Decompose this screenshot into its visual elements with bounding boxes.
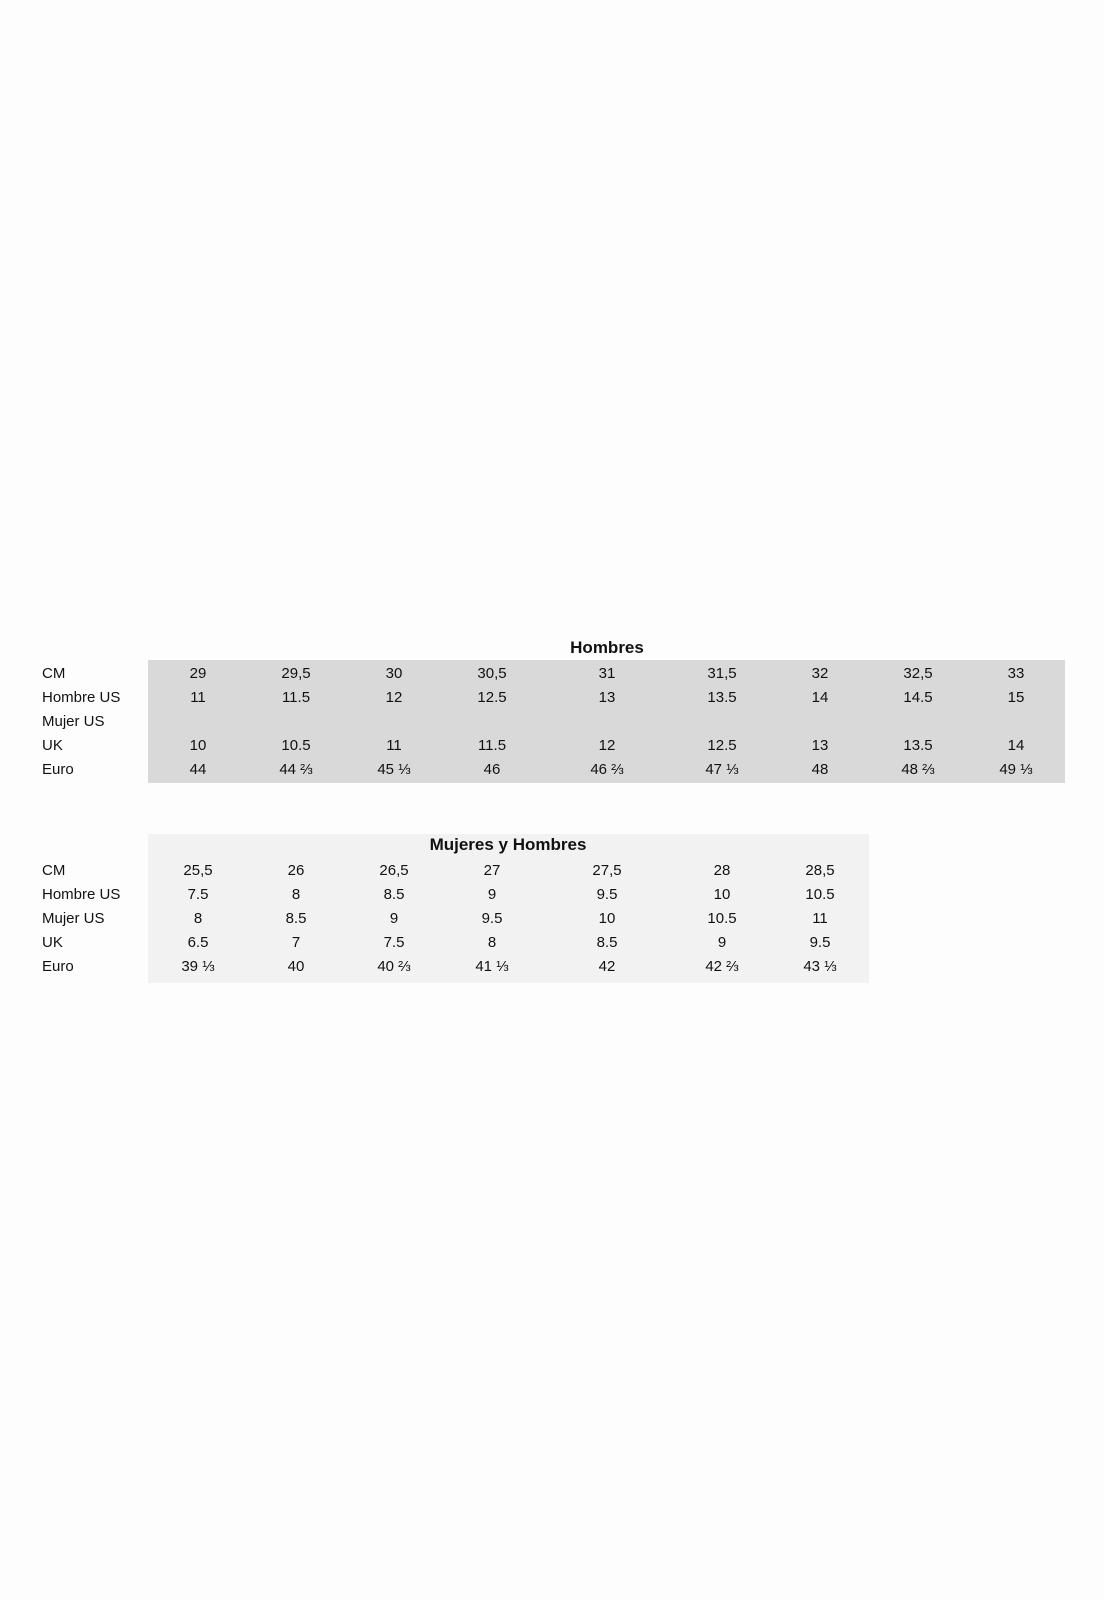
- table-row-mujer-us: [0, 906, 1104, 931]
- table-cell: 12.5: [707, 737, 737, 754]
- table-cell: 41 ⅓: [475, 958, 509, 975]
- table-cell: 31: [598, 665, 616, 682]
- table-cell: 9.5: [481, 910, 503, 927]
- table-cell: 33: [1007, 665, 1025, 682]
- table-cell: 29,5: [281, 665, 311, 682]
- table-cell: 8: [193, 910, 203, 927]
- row-label: Euro: [42, 958, 74, 975]
- table-cell: 46 ⅔: [590, 761, 624, 778]
- row-label: CM: [42, 665, 66, 682]
- table-cell: 42 ⅔: [705, 958, 739, 975]
- table-cell: 43 ⅓: [803, 958, 837, 975]
- table-title: Mujeres y Hombres: [429, 835, 587, 854]
- table-cell: 10: [189, 737, 207, 754]
- table-cell: 32: [811, 665, 829, 682]
- table-cell: 14: [1007, 737, 1025, 754]
- table-cell: 6.5: [187, 934, 209, 951]
- table-cell: 8: [487, 934, 497, 951]
- table-cell: 25,5: [183, 862, 213, 879]
- table-cell: 11: [812, 910, 828, 927]
- table-cell: 7.5: [383, 934, 405, 951]
- table-row-hombre-us: [0, 685, 1104, 710]
- table-cell: 12: [598, 737, 616, 754]
- table-cell: 28,5: [805, 862, 835, 879]
- table-cell: 8.5: [383, 886, 405, 903]
- table-cell: 8.5: [596, 934, 618, 951]
- table-cell: 30: [385, 665, 403, 682]
- table-cell: 14: [811, 689, 829, 706]
- table-cell: 10: [713, 886, 731, 903]
- table-cell: 9.5: [809, 934, 831, 951]
- table-row-hombre-us: [0, 882, 1104, 907]
- table-cell: 44: [189, 761, 207, 778]
- row-label: Hombre US: [42, 689, 121, 706]
- row-label: Euro: [42, 761, 74, 778]
- table-title: Hombres: [570, 638, 644, 657]
- table-cell: 7.5: [187, 886, 209, 903]
- row-label: Mujer US: [42, 910, 105, 927]
- table-row-uk: [0, 930, 1104, 955]
- table-row-euro: [0, 757, 1104, 782]
- table-cell: 8: [291, 886, 301, 903]
- table-cell: 39 ⅓: [181, 958, 215, 975]
- table-cell: 48 ⅔: [901, 761, 935, 778]
- row-label: UK: [42, 934, 63, 951]
- table-cell: 27,5: [592, 862, 622, 879]
- table-cell: 11: [190, 689, 206, 706]
- table-cell: 11.5: [477, 737, 507, 754]
- table-cell: 11.5: [281, 689, 311, 706]
- table-cell: 15: [1007, 689, 1025, 706]
- table-cell: 10.5: [805, 886, 835, 903]
- table-cell: 27: [483, 862, 501, 879]
- table-cell: 9: [717, 934, 727, 951]
- table-cell: 11: [386, 737, 402, 754]
- table-cell: 45 ⅓: [377, 761, 411, 778]
- table-cell: 10: [598, 910, 616, 927]
- table-cell: 13.5: [903, 737, 933, 754]
- table-cell: 48: [811, 761, 829, 778]
- table-cell: 9.5: [596, 886, 618, 903]
- size-table-hombres: [0, 620, 1104, 790]
- table-cell: 13: [811, 737, 829, 754]
- row-label: CM: [42, 862, 66, 879]
- table-row-uk: [0, 733, 1104, 758]
- table-cell: 26,5: [379, 862, 409, 879]
- table-row-cm: [0, 858, 1104, 883]
- table-cell: 12.5: [477, 689, 507, 706]
- table-row-mujer-us: [0, 709, 1104, 734]
- table-cell: 10.5: [707, 910, 737, 927]
- table-cell: 10.5: [281, 737, 311, 754]
- table-cell: 49 ⅓: [999, 761, 1033, 778]
- table-cell: 9: [389, 910, 399, 927]
- table-cell: 40 ⅔: [377, 958, 411, 975]
- table-cell: 14.5: [903, 689, 933, 706]
- table-cell: 13.5: [707, 689, 737, 706]
- size-table-mujeres-y-hombres: [0, 830, 1104, 990]
- table-cell: 29: [189, 665, 207, 682]
- row-label: Hombre US: [42, 886, 121, 903]
- table-row-euro: [0, 954, 1104, 979]
- table-cell: 8.5: [285, 910, 307, 927]
- table-cell: 12: [385, 689, 403, 706]
- row-label: Mujer US: [42, 713, 105, 730]
- table-cell: 26: [287, 862, 305, 879]
- table-cell: 13: [598, 689, 616, 706]
- table-row-cm: [0, 661, 1104, 686]
- table-cell: 32,5: [903, 665, 933, 682]
- table-cell: 7: [291, 934, 301, 951]
- table-cell: 9: [487, 886, 497, 903]
- table-cell: 42: [598, 958, 616, 975]
- table-cell: 47 ⅓: [705, 761, 739, 778]
- row-label: UK: [42, 737, 63, 754]
- table-cell: 28: [713, 862, 731, 879]
- table-cell: 31,5: [707, 665, 737, 682]
- table-cell: 46: [483, 761, 501, 778]
- table-cell: 40: [287, 958, 305, 975]
- table-cell: 30,5: [477, 665, 507, 682]
- table-cell: 44 ⅔: [279, 761, 313, 778]
